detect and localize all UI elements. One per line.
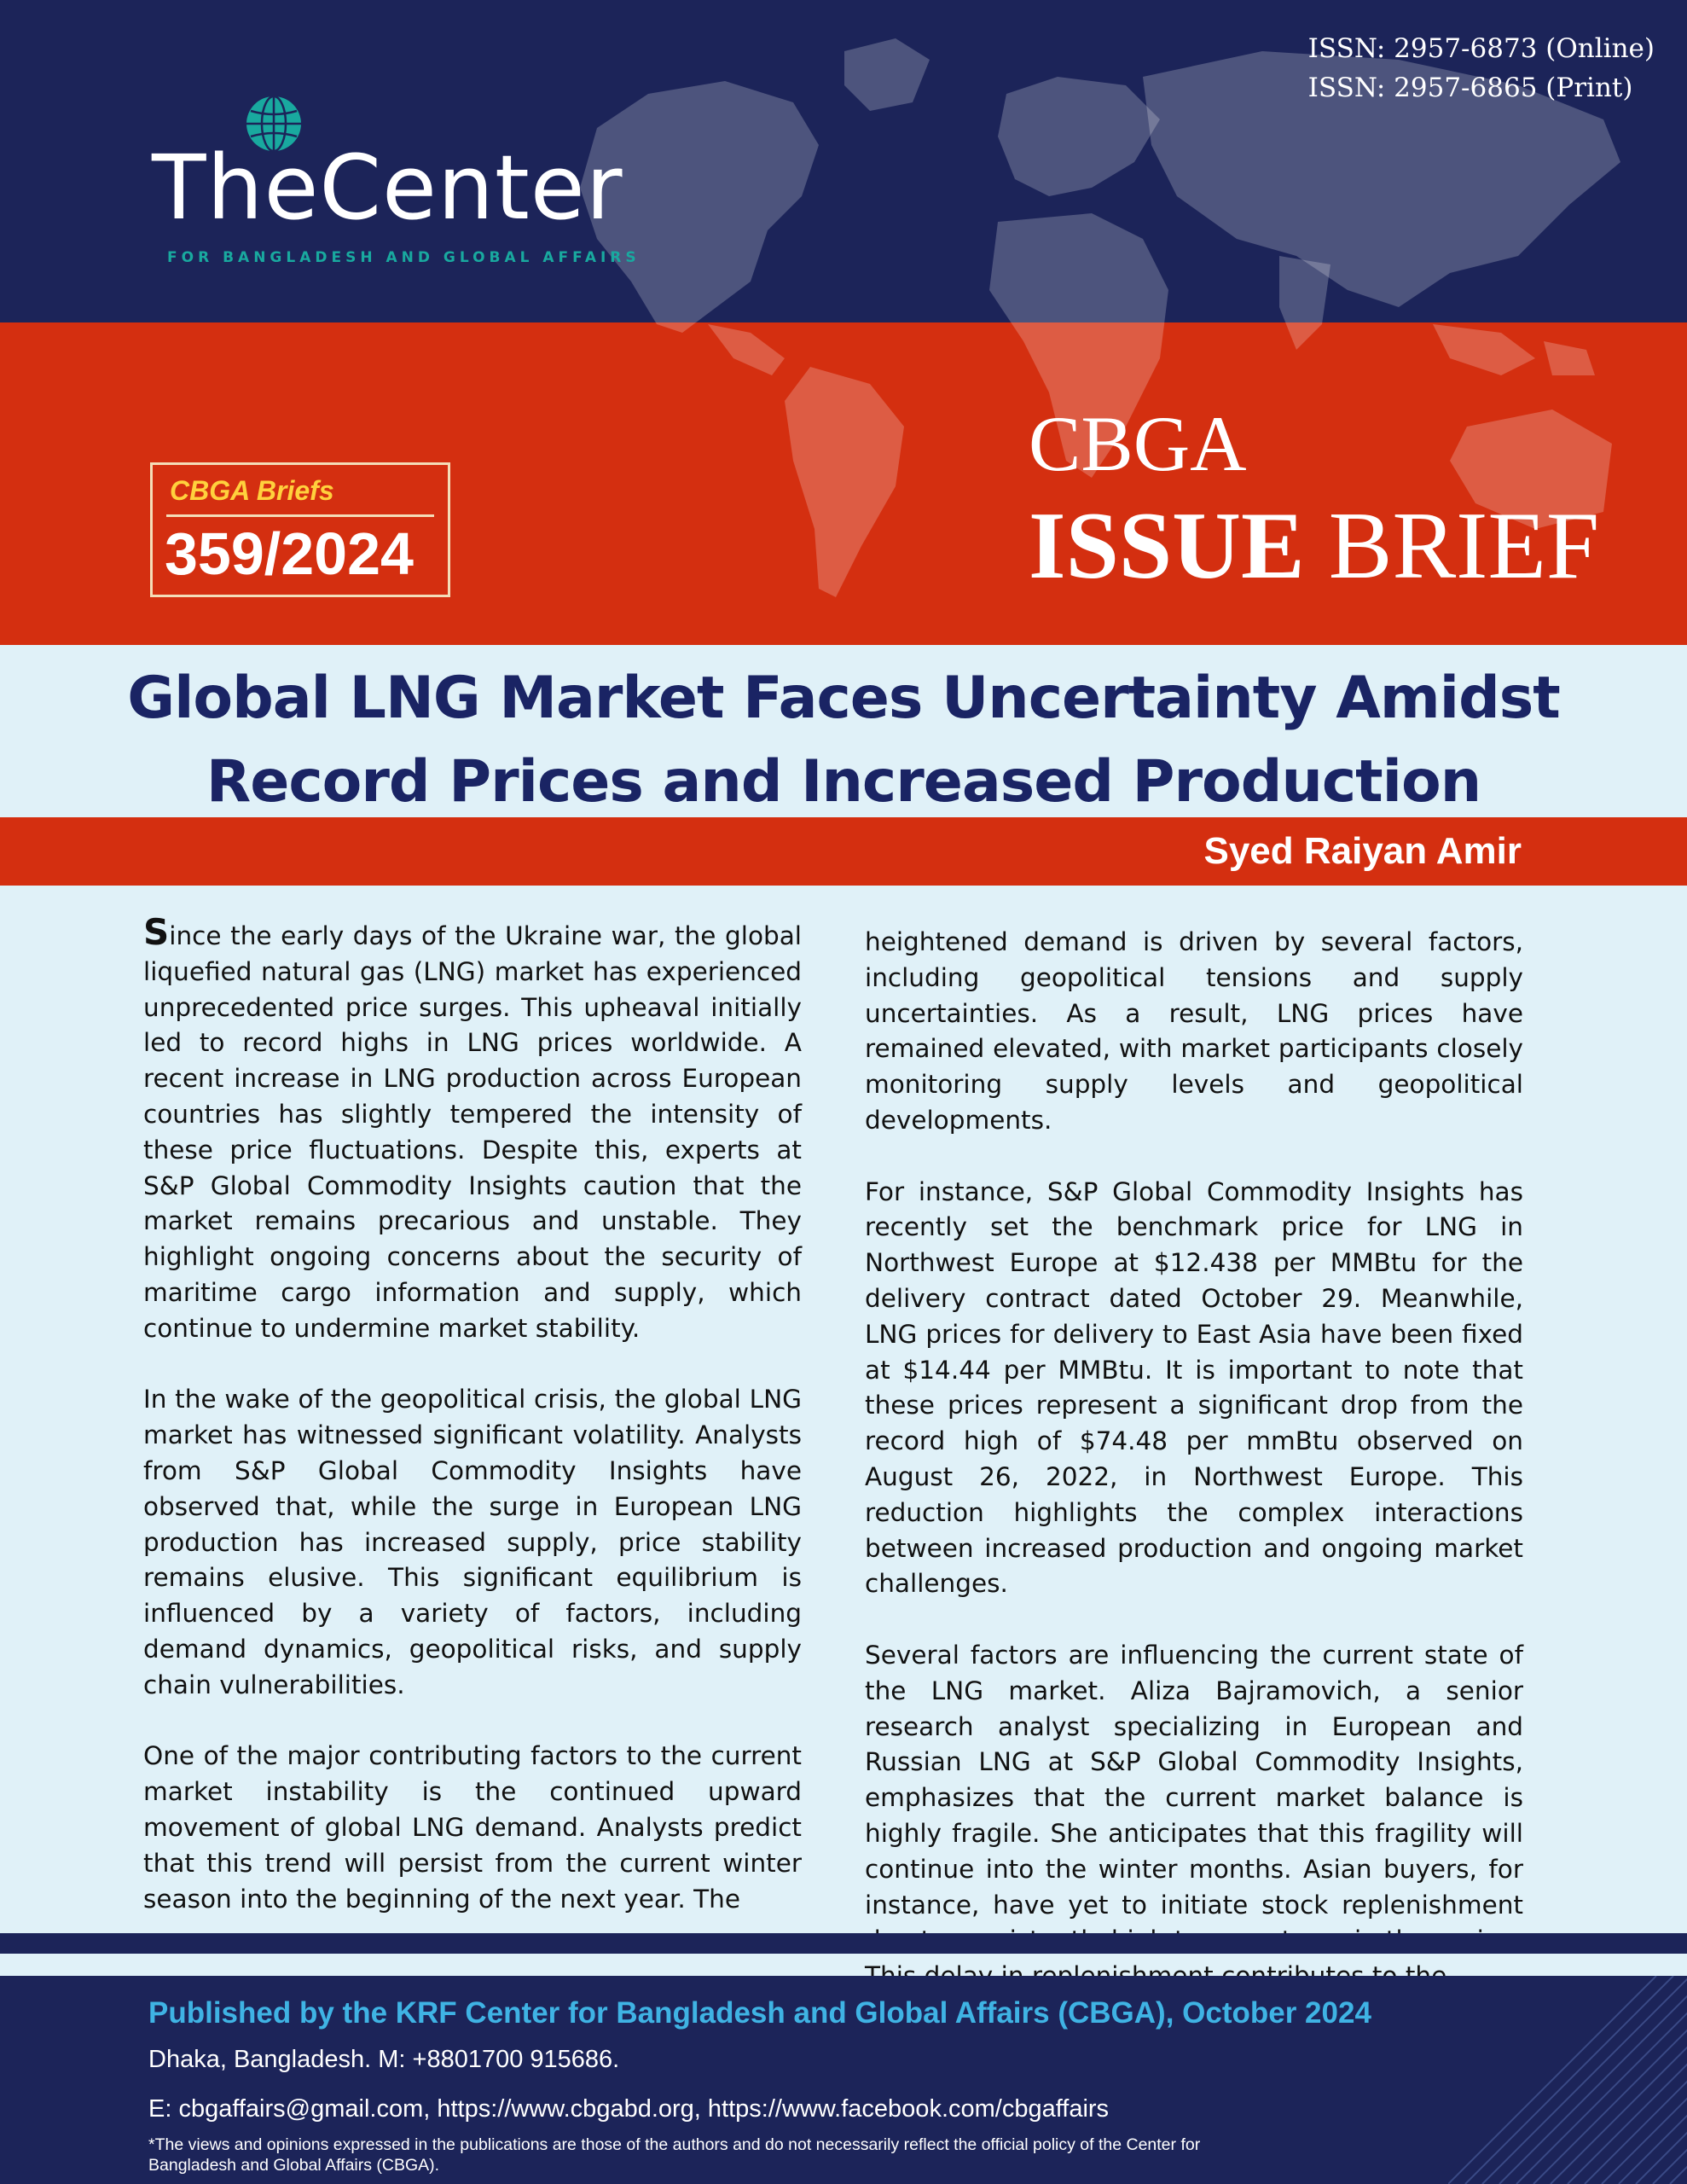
paragraph: heightened demand is driven by several factors, including geopolitical tensions and supply uncertainties. As a result, LNG prices have remained elevated, with market participants closely monitoring supply levels and geopolitical developments.	[865, 927, 1523, 1135]
org-logo-tagline: FOR BANGLADESH AND GLOBAL AFFAIRS	[167, 249, 641, 266]
issn-block	[1308, 29, 1655, 107]
brief-type-brief: BRIEF	[1328, 493, 1600, 599]
series-number: 359/2024	[165, 520, 414, 587]
author-bar	[0, 817, 1687, 886]
footer-publisher: Published by the KRF Center for Bangladesh and Global Affairs (CBGA), October 2024	[148, 1996, 1371, 2030]
article-column-left	[143, 911, 802, 1953]
footer-divider-stripe	[0, 1933, 1687, 1954]
series-divider	[166, 514, 434, 517]
paragraph-text: ince the early days of the Ukraine war, the global liquefied natural gas (LNG) market has experienced unprecedented price surges. This upheaval initially led to record highs in LNG prices worldwide. A recent increase in LNG production across European countries has slightly tempered the intensity of these price fluctuations. Despite this, experts at S&P Global Commodity Insights caution that the market remains precarious and unstable. They highlight ongoing concerns about the security of maritime cargo information and supply, which continue to undermine market stability.	[143, 921, 802, 1343]
org-logo-name: TheCenter	[152, 136, 623, 240]
paragraph: For instance, S&P Global Commodity Insights has recently set the benchmark price for LNG in Northwest Europe at $12.438 per MMBtu for the delivery contract dated October 29. Meanwhile, LNG prices for delivery to East Asia have been fixed at $14.44 per MMBtu. It is important to note that these prices represent a significant drop from the record high of $74.48 per mmBtu observed on August 26, 2022, in Northwest Europe. This reduction highlights the complex interactions between increased production and ongoing market challenges.	[865, 1176, 1523, 1599]
paragraph: In the wake of the geopolitical crisis, the global LNG market has witnessed significant volatility. Analysts from S&P Global Commodity Insights have observed that, while the surge in European LNG production has increased supply, price stability remains elusive. This significant equilibrium is influenced by a variety of factors, including demand dynamics, geopolitical risks, and supply chain vulnerabilities.	[143, 1385, 802, 1699]
issn-print: ISSN: 2957-6865 (Print)	[1307, 73, 1633, 103]
author-name: Syed Raiyan Amir	[1203, 830, 1522, 872]
footer-hatch-pattern	[1448, 1976, 1687, 2184]
footer	[0, 1976, 1687, 2184]
footer-address: Dhaka, Bangladesh. M: +8801700 915686.	[148, 2046, 620, 2073]
series-label: CBGA Briefs	[170, 475, 334, 506]
drop-cap: S	[143, 911, 170, 953]
footer-disclaimer: *The views and opinions expressed in the publications are those of the authors and do not necessarily reflect the official policy of the Center for Bangladesh and Global Affairs (CBGA).	[148, 2135, 1201, 2175]
series-badge	[150, 462, 450, 597]
article-column-right	[865, 925, 1523, 2030]
paragraph: Several factors are influencing the current state of the LNG market. Aliza Bajramovich, a senior research analyst specializing in European and Russian LNG at S&P Global Commodity Insights, emphasizes that the current market balance is highly fragile. She anticipates that this fragility will continue into the winter months. Asian buyers, for instance, have yet to initiate stock replenishment	[865, 1640, 1523, 1920]
paragraph	[143, 911, 802, 1347]
brief-type-heading	[1029, 495, 1599, 597]
article-title	[0, 657, 1687, 824]
article-title-line1: Global LNG Market Faces Uncertainty Amidst	[127, 665, 1560, 732]
paragraph: One of the major contributing factors to the current market instability is the continued upward movement of global LNG demand. Analysts predict that this trend will persist from the current winter season into the beginning of the next year. The	[143, 1741, 802, 1914]
brief-type-cbga: CBGA	[1029, 400, 1247, 487]
brief-type-issue: ISSUE	[1029, 493, 1305, 599]
footer-contacts[interactable]: E: cbgaffairs@gmail.com, https://www.cbgabd.org, https://www.facebook.com/cbgaffairs	[148, 2095, 1110, 2123]
issn-online: ISSN: 2957-6873 (Online)	[1307, 33, 1655, 64]
article-title-line2: Record Prices and Increased Production	[206, 748, 1481, 816]
